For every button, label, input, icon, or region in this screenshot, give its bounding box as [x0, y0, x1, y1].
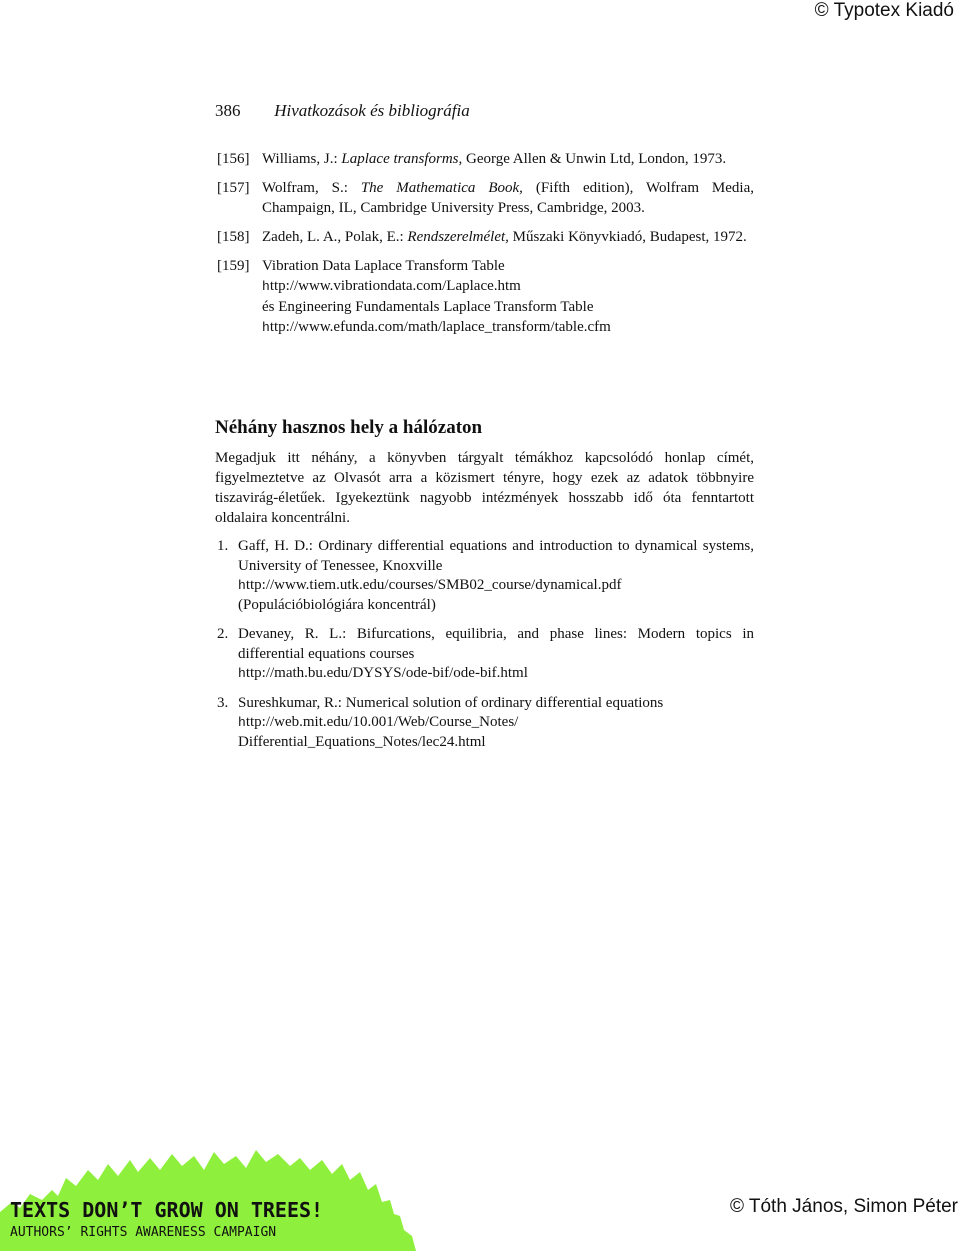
site-number: 1.	[217, 538, 229, 554]
url-prefix: h	[238, 578, 246, 593]
site-link-continued[interactable]: Differential_Equations_Notes/lec24.html	[238, 733, 486, 750]
reference-title: Laplace transforms,	[341, 151, 463, 167]
reference-list	[217, 149, 754, 347]
site-link[interactable]	[238, 664, 754, 684]
reference-number: [157]	[217, 180, 250, 196]
reference-item	[217, 256, 754, 338]
running-title: Hivatkozások és bibliográfia	[274, 101, 470, 120]
reference-title: és Engineering Fundamentals Laplace Transform Table	[262, 299, 594, 315]
url-text: ttp://www.tiem.utk.edu/courses/SMB02_course/dynamical.pdf	[245, 577, 622, 593]
site-number: 3.	[217, 694, 229, 711]
author-copyright: © Tóth János, Simon Péter	[729, 1196, 958, 1217]
page-number: 386	[215, 101, 241, 120]
url-text: ttp://www.vibrationdata.com/Laplace.htm	[269, 278, 521, 294]
banner-campaign: AUTHORS’ RIGHTS AWARENESS CAMPAIGN	[10, 1225, 277, 1240]
reference-details: George Allen & Unwin Ltd, London, 1973.	[462, 151, 727, 167]
reference-author: Wolfram, S.:	[262, 180, 361, 196]
site-note: (Populációbiológiára koncentrál)	[238, 596, 436, 613]
site-list	[217, 537, 754, 762]
site-item	[217, 625, 754, 684]
url-text: ttp://math.bu.edu/DYSYS/ode-bif/ode-bif.html	[245, 665, 528, 681]
url-text: ttp://www.efunda.com/math/laplace_transform/table.cfm	[269, 319, 611, 335]
reference-title: Vibration Data Laplace Transform Table	[262, 258, 505, 274]
url-text: ttp://web.mit.edu/10.001/Web/Course_Notes/	[245, 714, 519, 730]
reference-item	[217, 178, 754, 218]
section-title: Néhány hasznos hely a hálózaton	[215, 417, 483, 438]
publisher-copyright: © Typotex Kiadó	[814, 0, 954, 21]
reference-number: [156]	[217, 151, 250, 167]
reference-link[interactable]	[262, 276, 754, 297]
reference-author: Zadeh, L. A., Polak, E.:	[262, 229, 408, 245]
url-prefix: h	[262, 279, 270, 294]
site-description: Gaff, H. D.: Ordinary differential equations and introduction to dynamical systems, University of Tenessee, Knoxville	[238, 538, 754, 574]
reference-number: [158]	[217, 229, 250, 245]
running-head	[215, 101, 470, 121]
site-link[interactable]	[238, 713, 754, 733]
site-item	[217, 694, 754, 753]
site-number: 2.	[217, 626, 229, 642]
site-description: Sureshkumar, R.: Numerical solution of ordinary differential equations	[238, 694, 664, 711]
reference-title: The Mathematica Book,	[360, 180, 523, 196]
campaign-banner	[0, 1150, 460, 1251]
url-prefix: h	[262, 320, 270, 335]
url-prefix: h	[238, 666, 246, 681]
reference-details: (Fifth edition), Wolfram Media, Champaign, IL, Cambridge University Press, Cambridge, 2003.	[262, 180, 755, 216]
reference-author: Williams, J.:	[262, 151, 342, 167]
reference-number: [159]	[217, 258, 250, 274]
section-intro: Megadjuk itt néhány, a könyvben tárgyalt témákhoz kapcsolódó honlap címét, figyelmeztetve az Olvasót arra a közismert tényre, hogy ezek az adatok többnyire tiszavirág-életűek. Igyekeztünk nagyobb intézmények hosszabb idő óta fenntartott oldalaira koncentrálni.	[215, 450, 754, 526]
reference-item	[217, 227, 754, 247]
site-description: Devaney, R. L.: Bifurcations, equilibria, and phase lines: Modern topics in differential equations courses	[238, 626, 754, 662]
reference-link[interactable]	[262, 317, 754, 338]
reference-item	[217, 149, 754, 169]
reference-title: Rendszerelmélet,	[407, 229, 509, 245]
site-link[interactable]	[238, 576, 754, 596]
url-prefix: h	[238, 715, 246, 730]
banner-slogan: TEXTS DON’T GROW ON TREES!	[10, 1198, 324, 1222]
reference-details: Műszaki Könyvkiadó, Budapest, 1972.	[508, 229, 747, 245]
site-item	[217, 537, 754, 615]
